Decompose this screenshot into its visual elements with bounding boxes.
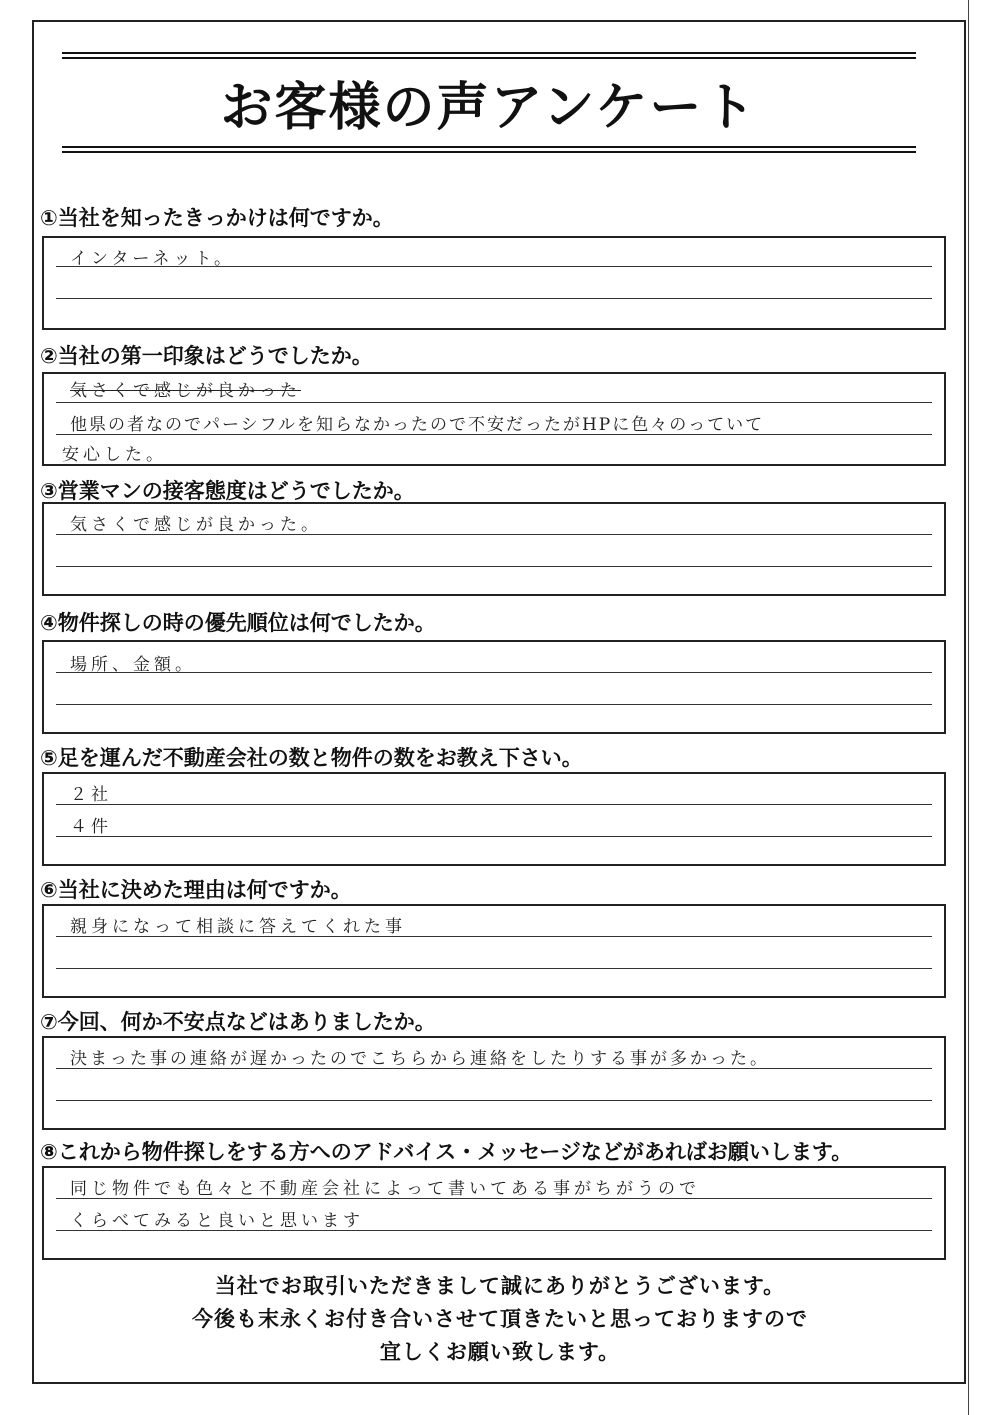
- question-3-label: ③営業マンの接客態度はどうでしたか。: [40, 479, 415, 503]
- title-bottom-rule: [62, 146, 916, 153]
- question-6-answer-box: [42, 904, 946, 998]
- answer-line: [56, 298, 932, 299]
- question-7-answer-1: 決まった事の連絡が遅かったのでこちらから連絡をしたりする事が多かった。: [70, 1049, 770, 1069]
- closing-line-2: 今後も末永くお付き合いさせて頂きたいと思っておりますので: [192, 1307, 808, 1331]
- question-6-label: ⑥当社に決めた理由は何ですか。: [40, 878, 352, 902]
- question-2-answer-1-struck: 気さくで感じが良かった: [70, 381, 301, 401]
- question-8-answer-1: 同じ物件でも色々と不動産会社によって書いてある事がちがうので: [70, 1179, 700, 1199]
- question-2-answer-3: 安心した。: [62, 445, 167, 465]
- closing-line-3: 宜しくお願い致します。: [379, 1340, 621, 1364]
- answer-line: [56, 836, 932, 837]
- answer-line: [56, 566, 932, 567]
- title-top-rule: [62, 52, 916, 59]
- question-2-label: ②当社の第一印象はどうでしたか。: [40, 344, 373, 368]
- question-1-label: ①当社を知ったきっかけは何ですか。: [40, 206, 394, 230]
- question-2-answer-box: [42, 372, 946, 466]
- question-4-label: ④物件探しの時の優先順位は何でしたか。: [40, 611, 436, 635]
- answer-line: [56, 402, 932, 403]
- question-3-answer-box: [42, 502, 946, 596]
- closing-line-1: 当社でお取引いただきまして誠にありがとうございます。: [214, 1274, 786, 1298]
- question-8-label: ⑧これから物件探しをする方へのアドバイス・メッセージなどがあればお願いします。: [40, 1140, 853, 1164]
- answer-line: [56, 968, 932, 969]
- question-5-label: ⑤足を運んだ不動産会社の数と物件の数をお教え下さい。: [40, 746, 583, 770]
- question-8-answer-box: [42, 1166, 946, 1260]
- page-title: お客様の声アンケート: [220, 77, 758, 138]
- question-8-answer-2: くらべてみると良いと思います: [70, 1211, 364, 1231]
- question-7-label: ⑦今回、何か不安点などはありましたか。: [40, 1010, 436, 1034]
- question-5-answer-1: ２社: [70, 785, 112, 805]
- question-7-answer-box: [42, 1036, 946, 1130]
- answer-line: [56, 1100, 932, 1101]
- question-4-answer-1: 場所、金額。: [70, 655, 196, 675]
- question-6-answer-1: 親身になって相談に答えてくれた事: [70, 917, 406, 937]
- question-5-answer-box: [42, 772, 946, 866]
- answer-line: [56, 804, 932, 805]
- question-5-answer-2: ４件: [70, 817, 112, 837]
- question-2-answer-2: 他県の者なのでパーシフルを知らなかったので不安だったがHPに色々のっていて: [70, 415, 765, 435]
- question-1-answer-box: [42, 236, 946, 330]
- question-4-answer-box: [42, 640, 946, 734]
- question-3-answer-1: 気さくで感じが良かった。: [70, 515, 322, 535]
- question-1-answer-1: インターネット。: [70, 249, 235, 269]
- scan-edge-mark: [968, 0, 969, 1415]
- answer-line: [56, 704, 932, 705]
